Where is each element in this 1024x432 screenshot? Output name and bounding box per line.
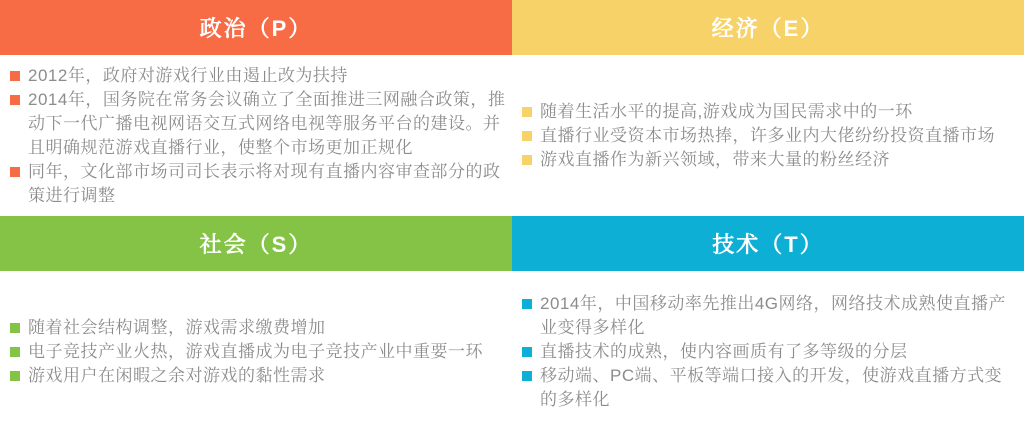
bullet-square-icon	[522, 371, 532, 381]
quadrant-body-society	[0, 271, 512, 432]
list-item-text: 同年，文化部市场司司长表示将对现有直播内容审查部分的政策进行调整	[28, 161, 501, 205]
list-item	[522, 340, 1018, 364]
bullet-square-icon	[522, 107, 532, 117]
list-item	[10, 316, 506, 340]
bullet-square-icon	[10, 167, 20, 177]
quadrant-body-technology	[512, 271, 1024, 432]
bullet-square-icon	[522, 131, 532, 141]
list-item	[522, 292, 1018, 340]
list-item	[522, 364, 1018, 412]
quadrant-header-economy	[512, 0, 1024, 55]
bullet-square-icon	[10, 71, 20, 81]
pest-quadrant-economy	[512, 0, 1024, 216]
list-item	[522, 124, 1018, 148]
list-item-text: 游戏直播作为新兴领域，带来大量的粉丝经济	[540, 149, 890, 169]
bullet-square-icon	[10, 371, 20, 381]
bullet-list-economy	[512, 100, 1024, 172]
list-item-text: 移动端、PC端、平板等端口接入的开发，使游戏直播方式变的多样化	[540, 365, 1003, 409]
quadrant-header-technology	[512, 216, 1024, 271]
quadrant-title-technology: 技术（T）	[712, 232, 824, 257]
bullet-square-icon	[522, 155, 532, 165]
list-item-text: 直播行业受资本市场热捧，许多业内大佬纷纷投资直播市场	[540, 125, 995, 145]
list-item	[10, 64, 506, 88]
list-item	[522, 148, 1018, 172]
bullet-square-icon	[10, 323, 20, 333]
list-item-text: 游戏用户在闲暇之余对游戏的黏性需求	[28, 365, 326, 385]
bullet-square-icon	[522, 347, 532, 357]
list-item-text: 随着社会结构调整，游戏需求缴费增加	[28, 317, 326, 337]
list-item	[10, 160, 506, 208]
list-item	[10, 88, 506, 160]
bullet-square-icon	[10, 347, 20, 357]
list-item-text: 2012年，政府对游戏行业由遏止改为扶持	[28, 65, 348, 85]
list-item-text: 随着生活水平的提高,游戏成为国民需求中的一环	[540, 101, 913, 121]
quadrant-title-politics: 政治（P）	[199, 16, 313, 41]
quadrant-header-society	[0, 216, 512, 271]
list-item	[10, 364, 506, 388]
pest-quadrant-technology	[512, 216, 1024, 432]
quadrant-title-economy: 经济（E）	[711, 16, 825, 41]
quadrant-body-politics	[0, 55, 512, 216]
list-item-text: 2014年，中国移动率先推出4G网络，网络技术成熟使直播产业变得多样化	[540, 293, 1006, 337]
pest-quadrant-society	[0, 216, 512, 432]
bullet-square-icon	[10, 95, 20, 105]
bullet-list-technology	[512, 292, 1024, 412]
bullet-square-icon	[522, 299, 532, 309]
pest-quadrant-politics	[0, 0, 512, 216]
quadrant-title-society: 社会（S）	[199, 232, 313, 257]
list-item	[10, 340, 506, 364]
list-item-text: 2014年，国务院在常务会议确立了全面推进三网融合政策，推动下一代广播电视网语交互式网络电视等服务平台的建设。并且明确规范游戏直播行业，使整个市场更加正规化	[28, 89, 506, 157]
list-item-text: 电子竞技产业火热，游戏直播成为电子竞技产业中重要一环	[28, 341, 483, 361]
quadrant-header-politics	[0, 0, 512, 55]
bullet-list-society	[0, 316, 512, 388]
list-item	[522, 100, 1018, 124]
bullet-list-politics	[0, 64, 512, 208]
list-item-text: 直播技术的成熟，使内容画质有了多等级的分层	[540, 341, 908, 361]
quadrant-body-economy	[512, 55, 1024, 216]
